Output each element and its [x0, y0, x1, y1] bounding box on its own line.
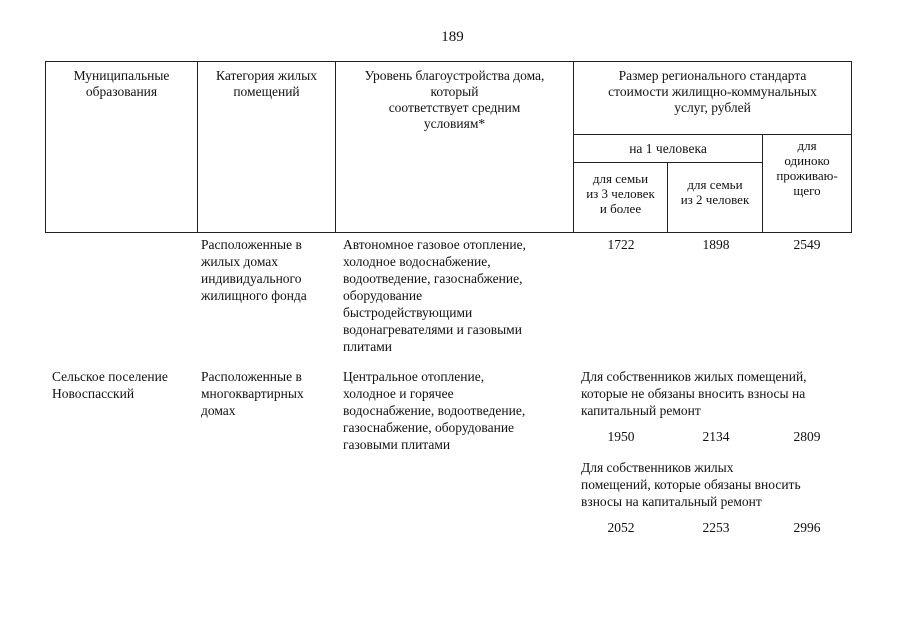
row2-group2-value-family3: 2052	[607, 520, 635, 535]
page-number: 189	[441, 29, 464, 45]
row2-group1-value-family3: 1950	[607, 429, 635, 444]
row1-category: Расположенные в жилых домах индивидуального жилищного фонда	[201, 237, 307, 303]
header-single: для одиноко проживаю- щего	[763, 135, 852, 233]
row1-level: Автономное газовое отопление, холодное водоснабжение, водоотведение, газоснабжение, оборудование быстродействующими водонагревателями и газовыми плитами	[343, 237, 526, 354]
header-family-3: для семьи из 3 человек и более	[574, 163, 668, 233]
row2-group2-label: Для собственников жилых помещений, которые обязаны вносить взносы на капитальный ремонт	[581, 460, 801, 509]
row2-level: Центральное отопление, холодное и горячее водоснабжение, водоотведение, газоснабжение, оборудование газовыми плитами	[343, 369, 526, 452]
row1-value-family2: 1898	[702, 237, 730, 252]
header-category: Категория жилых помещений	[198, 62, 336, 233]
header-municipality: Муниципальные образования	[46, 62, 198, 233]
row2-group1-value-family2: 2134	[702, 429, 730, 444]
row2-municipality: Сельское поселение Новоспасский	[52, 369, 168, 401]
header-per-person: на 1 человека	[574, 135, 763, 163]
header-standard: Размер регионального стандарта стоимости жилищно-коммунальных услуг, рублей	[574, 62, 852, 135]
row2-category: Расположенные в многоквартирных домах	[201, 369, 304, 418]
row2-group1-label: Для собственников жилых помещений, которые не обязаны вносить взносы на капитальный ремонт	[581, 369, 807, 418]
row2-group2-value-family2: 2253	[702, 520, 730, 535]
header-family-2: для семьи из 2 человек	[668, 163, 763, 233]
row2-group1-value-single: 2809	[793, 429, 821, 444]
row1-value-family3: 1722	[607, 237, 635, 252]
row2-group2-value-single: 2996	[793, 520, 821, 535]
row1-value-single: 2549	[793, 237, 821, 252]
header-level: Уровень благоустройства дома, который соответствует средним условиям*	[336, 62, 574, 233]
table-header	[45, 61, 852, 233]
